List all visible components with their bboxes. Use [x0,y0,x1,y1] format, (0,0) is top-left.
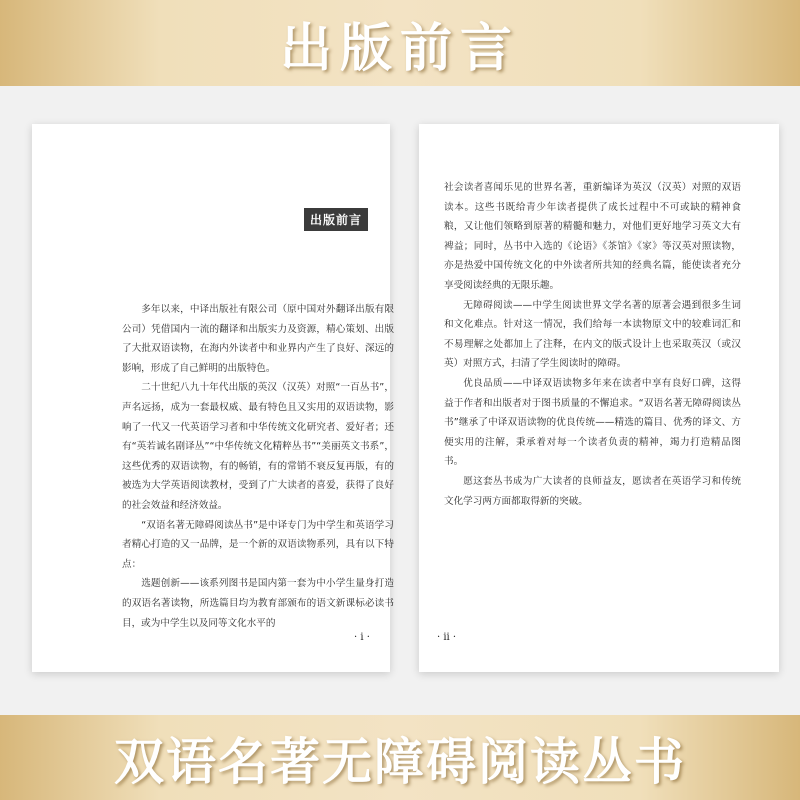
paragraph: 选题创新——该系列图书是国内第一套为中小学生量身打造的双语名著读物，所选篇目均为教育部颁布的语文新课标必读书目，或为中学生以及同等文化水平的 [122,578,394,629]
paragraph: 社会读者喜闻乐见的世界名著，重新编译为英汉（汉英）对照的双语读本。这些书既给青少年读者提供了成长过程中不可或缺的精神食粮，又让他们领略到原著的精髓和魅力，对他们更好地学习英文大有裨益；同时，丛书中入选的《论语》《茶馆》《家》等汉英对照读物，亦是热爱中国传统文化的中外读者所共知的经典名篇，能使读者充分享受阅读经典的无限乐趣。 [444,182,741,291]
page-number: · ii · [437,632,457,643]
header-title: 出版前言 [279,18,520,79]
preface-heading-tag: 出版前言 [304,208,368,231]
paragraph: 多年以来，中译出版社有限公司（原中国对外翻译出版有限公司）凭借国内一流的翻译和出版实力及资源，精心策划、出版了大批双语读物，在海内外读者中和业界内产生了良好、深远的影响，形成了自己鲜明的出版特色。 [122,304,394,374]
paragraph: 无障碍阅读——中学生阅读世界文学名著的原著会遇到很多生词和文化难点。针对这一情况，我们给每一本读物原文中的较难词汇和不易理解之处都加上了注释，在内文的版式设计上也采取英汉（或汉英）对照方式，扫清了学生阅读时的障碍。 [444,299,741,370]
right-page-body [444,178,741,511]
header-banner [0,0,800,86]
series-title: 双语名著无障碍阅读丛书 [114,732,686,791]
footer-banner [0,715,800,800]
right-page [419,124,779,672]
paragraph: 二十世纪八九十年代出版的英汉（汉英）对照“一百丛书”，声名远扬，成为一套最权威、最有特色且又实用的双语读物，影响了一代又一代英语学习者和中华传统文化研究者、爱好者；还有“英若诚名剧译丛”“中华传统文化精粹丛书”“美丽英文书系”，这些优秀的双语读物，有的畅销，有的常销不衰反复再版，有的被选为大学英语阅读教材，受到了广大读者的喜爱，获得了良好的社会效益和经济效益。 [122,382,394,511]
page-number: · i · [354,632,370,643]
paragraph: 愿这套丛书成为广大读者的良师益友，愿读者在英语学习和传统文化学习两方面都取得新的突破。 [444,475,741,507]
left-page-body [122,300,394,633]
paragraph: “双语名著无障碍阅读丛书”是中译专门为中学生和英语学习者精心打造的又一品牌，是一个新的双语读物系列，具有以下特点： [122,519,394,570]
paragraph: 优良品质——中译双语读物多年来在读者中享有良好口碑，这得益于作者和出版者对于图书质量的不懈追求。“双语名著无障碍阅读丛书”继承了中译双语读物的优良传统——精选的篇目、优秀的译文、方便实用的注解，秉承着对每一个读者负责的精神，竭力打造精品图书。 [444,377,741,468]
left-page [32,124,394,672]
